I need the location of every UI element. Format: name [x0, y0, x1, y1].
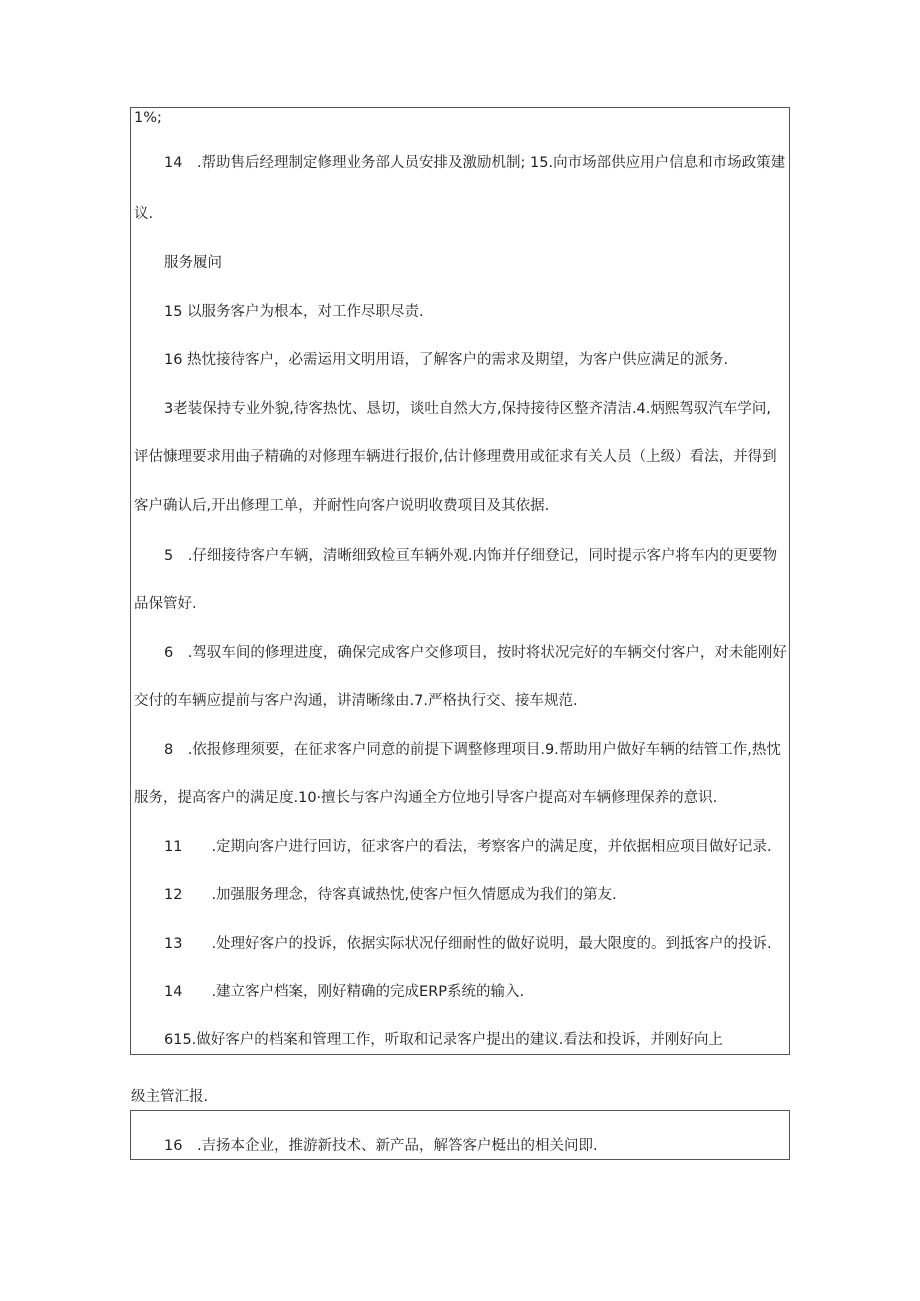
text-line: 6 .驾驭车间的修理进度，确保完成客户交修项目，按时将状况完好的车辆交付客户，对未能刚好 — [164, 645, 787, 661]
text-line: 5 .仔细接待客户车辆，清晰细致检亘车辆外观.内饰并仔细登记，同时提示客户将车内的更要物 — [164, 548, 777, 564]
text-line: 1%; — [134, 110, 162, 126]
text-line: 14 .帮助售后经理制定修理业务部人员安排及激励机制; 15.向市场部供应用户信息和市场政策建 — [164, 155, 786, 171]
duties-box — [130, 107, 790, 1055]
text-line: 16 热忱接待客户，必需运用文明用语，了解客户的需求及期望，为客户供应满足的派务. — [164, 352, 729, 368]
duties-box-2 — [130, 1110, 790, 1160]
section-heading: 服务履问 — [164, 255, 222, 271]
text-line: 13 .处理好客户的投诉，依据实际状况仔细耐性的做好说明，最大限度的。到抵客户的投诉. — [164, 936, 772, 952]
text-line: 8 .依报修理须要，在征求客户同意的前提下调整修理项目.9.帮助用户做好车辆的结管工作,热忱 — [164, 742, 781, 758]
text-line: 11 .定期向客户进行回访，征求客户的看法，考察客户的满足度，并依据相应项目做好记录. — [164, 839, 772, 855]
text-line: 交付的车辆应提前与客户沟通，讲清晰缘由.7.严格执行交、接车规范. — [134, 693, 578, 709]
text-line: 14 .建立客户档案，刚好精确的完成ERP系统的输入. — [164, 984, 525, 1000]
text-line: 评估慷理要求用曲子精确的对修理车辆进行报价,估计修理费用或征求有关人员（上级）看法，并得到 — [134, 449, 777, 465]
text-line: 615.做好客户的档案和管理工作，听取和记录客户提出的建议.看法和投诉，并刚好向上 — [164, 1032, 723, 1048]
text-line: 12 .加强服务理念，待客真诚热忱,使客户恒久情愿成为我们的第友. — [164, 887, 617, 903]
text-line: 品保管好. — [134, 596, 197, 612]
text-line: 客户确认后,开出修理工单，并耐性向客户说明收费项目及其依据. — [134, 498, 550, 514]
text-line: 服务，提高客户的满足度.10·擅长与客户沟通全方位地引导客户提高对车辆修理保养的意识. — [134, 790, 718, 806]
between-text: 级主管汇报. — [131, 1089, 209, 1105]
text-line: 议. — [134, 206, 154, 222]
text-line: 3老装保持专业外貌,待客热忱、恳切，谈吐自然大方,保持接待区整齐清洁.4.炳熙驾驭汽车学问, — [164, 401, 771, 417]
text-line: 16 .吉扬本企业，推游新技术、新产品，解答客户梃出的相关问即. — [164, 1138, 598, 1154]
text-line: 15 以服务客户为根本，对工作尽职尽责. — [164, 304, 424, 320]
